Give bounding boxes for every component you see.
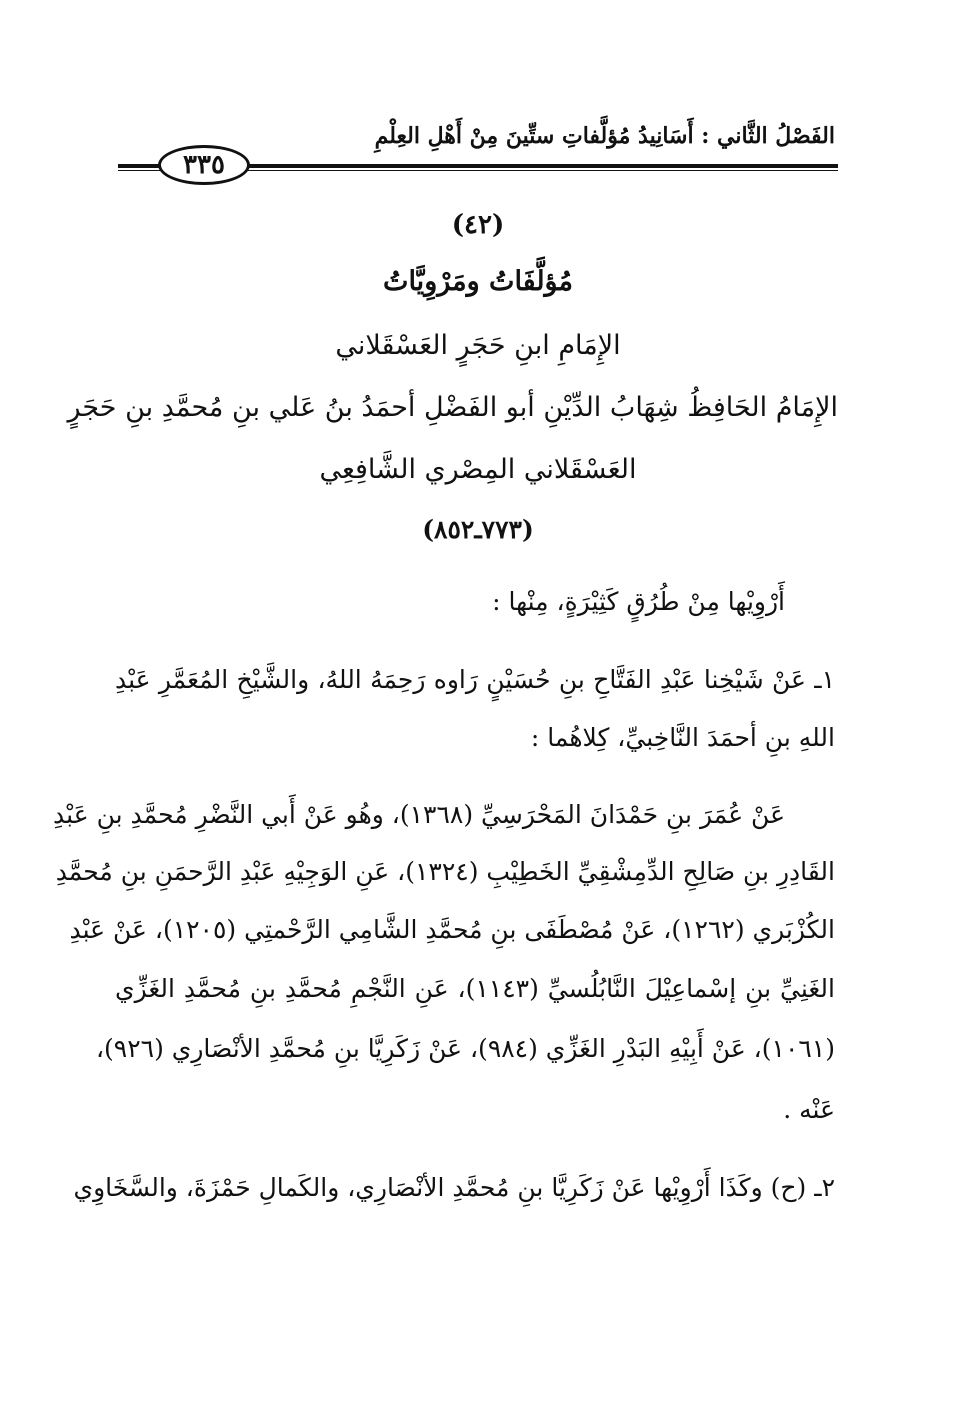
chain-line-3: الكُزْبَري (١٢٦٢)، عَنْ مُصْطَفَى بنِ مُحمَّدِ الشَّامِي الرَّحْمتِي (١٢٠٥)، عَنْ عَبْدِ (69, 915, 835, 944)
item-2-line-1: ٢ـ (ح) وكَذَا أَرْوِيْها عَنْ زَكَرِيَّا بنِ مُحمَّدِ الأنْصَارِي، والكَمالِ حَمْزَةَ، والسَّخَاوِي (73, 1173, 835, 1202)
chain-line-6: عَنْه . (783, 1095, 835, 1124)
entry-fullname-line-2: العَسْقَلاني المِصْري الشَّافِعِي (319, 454, 637, 485)
entry-title: مُؤلَّفَاتُ ومَرْوِيَّاتُ (383, 266, 573, 297)
entry-subtitle: الإِمَامِ ابنِ حَجَرٍ العَسْقَلاني (335, 330, 621, 361)
chain-line-5: (١٠٦١)، عَنْ أَبِيْهِ البَدْرِ الغَزِّي (٩٨٤)، عَنْ زَكَرِيَّا بنِ مُحمَّدِ الأنْصَارِي (٩٢٦)، (95, 1034, 835, 1063)
chain-line-2: القَادِرِ بنِ صَالِحِ الدِّمِشْقِيِّ الخَطِيْبِ (١٣٢٤)، عَنِ الوَجِيْهِ عَبْدِ الرَّحمَنِ بنِ مُحمَّدِ (55, 857, 835, 886)
chain-line-1: عَنْ عُمَرَ بنِ حَمْدَانَ المَحْرَسِيِّ (١٣٦٨)، وهُو عَنْ أَبي النَّضْرِ مُحمَّدِ بنِ عَبْدِ (53, 800, 785, 829)
item-1-line-1: ١ـ عَنْ شَيْخِنا عَبْدِ الفَتَّاحِ بنِ حُسَيْنٍ رَاوه رَحِمَهُ اللهُ، والشَّيْخِ المُعَمَّرِ عَبْدِ (115, 665, 835, 694)
entry-fullname-line-1: الإِمَامُ الحَافِظُ شِهَابُ الدِّيْنِ أبو الفَضْلِ أحمَدُ بنُ عَلي بنِ مُحمَّدِ بنِ حَجَرٍ (67, 392, 838, 423)
running-header: الفَصْلُ الثَّاني : أَسَانِيدُ مُؤلَّفاتِ ستِّينَ مِنْ أَهْلِ العِلْمِ (374, 123, 835, 149)
page-number-badge (158, 145, 250, 185)
entry-number: (٤٢) (451, 210, 505, 240)
chain-line-4: الغَنِيِّ بنِ إسْماعِيْلَ النَّابُلُسيِّ (١١٤٣)، عَنِ النَّجْمِ مُحمَّدِ بنِ مُحمَّدِ الغَزِّي (115, 974, 835, 1003)
intro-text: أَرْوِيْها مِنْ طُرُقٍ كَثِيْرَةٍ، مِنْها : (492, 587, 785, 616)
page-number: ٣٣٥ (183, 150, 225, 180)
item-1-line-2: اللهِ بنِ أحمَدَ النَّاخِبيِّ، كِلاهُما : (530, 723, 835, 752)
entry-dates: (٧٧٣ـ٨٥٢) (422, 515, 534, 544)
